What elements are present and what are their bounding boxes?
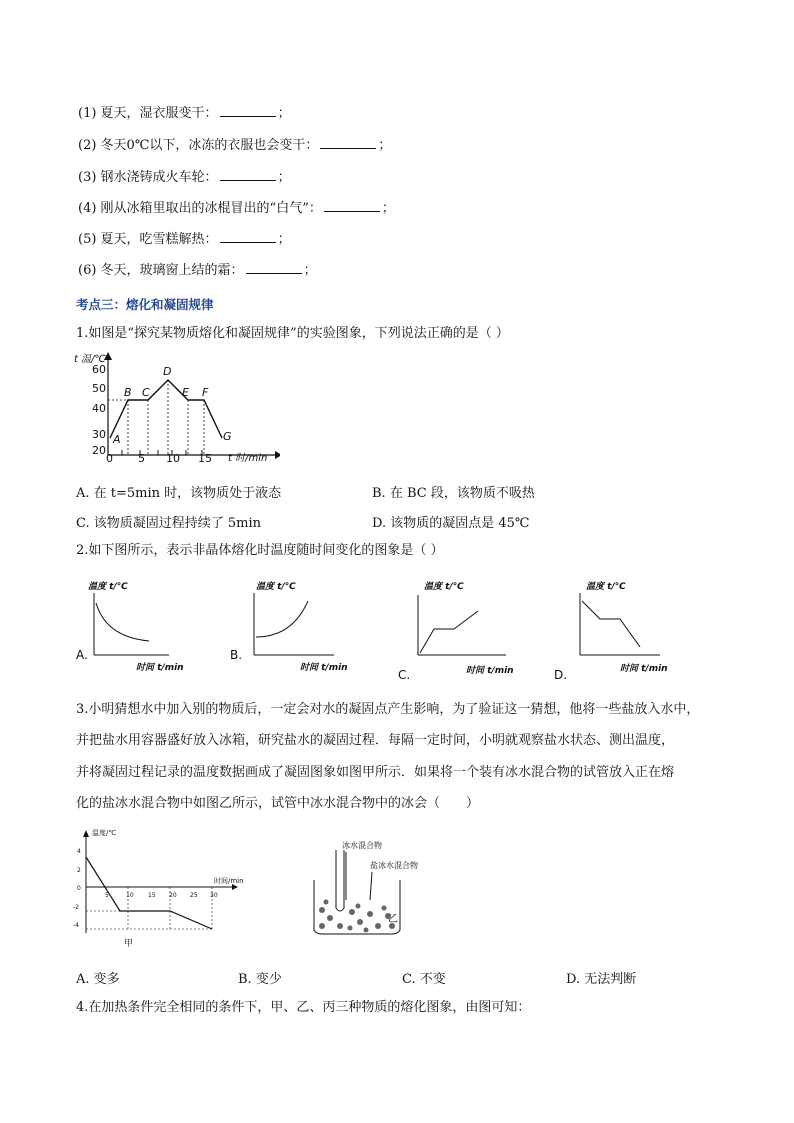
x-axis-label: 时间 t/min	[620, 664, 668, 674]
y-axis-label: 温度/℃	[92, 829, 117, 837]
x-tick: 10	[166, 452, 180, 465]
y-tick: -2	[73, 904, 79, 911]
question-3-line: 化的盐冰水混合物中如图乙所示，试管中冰水混合物中的冰会（ ）	[76, 796, 480, 811]
label-salt-ice: 盐冰水混合物	[370, 861, 418, 870]
y-tick: 2	[77, 867, 81, 874]
q3-option-d[interactable]: D. 无法判断	[566, 972, 637, 987]
option-letter: B.	[230, 648, 243, 662]
y-tick: 40	[92, 402, 106, 415]
point-label: A	[113, 433, 121, 446]
question-3-line: 并把盐水用容器盛好放入冰箱，研究盐水的凝固过程．每隔一定时间，小明就观察盐水状态、测出温度，	[76, 733, 675, 748]
sub-item-1: (1) 夏天，湿衣服变干： ；	[78, 106, 291, 121]
y-axis-label: 温度 t/℃	[256, 582, 296, 592]
q3-option-b[interactable]: B. 变少	[238, 972, 282, 987]
answer-blank[interactable]	[220, 168, 276, 181]
q2-graph-c[interactable]	[396, 575, 526, 680]
y-tick: 60	[92, 363, 106, 376]
curve	[256, 601, 308, 637]
caption-yi: 乙	[388, 914, 398, 925]
sub-item-2: (2) 冬天0℃以下，冰冻的衣服也会变干： ；	[78, 138, 392, 153]
question-3-line: 并将凝固过程记录的温度数据画成了凝固图象如图甲所示．如果将一个装有冰水混合物的试管放入正在熔	[76, 765, 675, 780]
q1-option-b[interactable]: B. 在 BC 段，该物质不吸热	[372, 486, 535, 501]
y-axis-label: 温度 t/℃	[424, 582, 464, 592]
y-tick: 20	[92, 444, 106, 457]
sub-item-6: (6) 冬天，玻璃窗上结的霜： ；	[78, 263, 317, 278]
answer-blank[interactable]	[220, 104, 276, 117]
x-axis-label: 时间/min	[214, 877, 244, 885]
question-1-text: 1.如图是“探究某物质熔化和凝固规律”的实验图象，下列说法正确的是（ ）	[76, 326, 509, 341]
answer-blank[interactable]	[320, 136, 376, 149]
y-tick: 50	[92, 382, 106, 395]
curve	[96, 603, 149, 641]
x-tick: 30	[210, 892, 218, 899]
point-label: G	[223, 430, 232, 443]
q3-option-c[interactable]: C. 不变	[402, 972, 446, 987]
answer-blank[interactable]	[246, 261, 302, 274]
answer-blank[interactable]	[324, 199, 380, 212]
q3-graph-jia	[72, 825, 252, 950]
y-tick: -4	[73, 922, 79, 929]
x-tick: 25	[190, 892, 198, 899]
x-axis-label: 时间 t/min	[466, 666, 514, 676]
sub-item-4: (4) 刚从冰箱里取出的冰棍冒出的“白气”： ；	[78, 201, 395, 216]
q2-graph-a[interactable]	[74, 575, 194, 680]
x-tick: 10	[126, 892, 134, 899]
question-3-line: 3.小明猜想水中加入别的物质后，一定会对水的凝固点产生影响，为了验证这一猜想，他将一些盐放入水中，	[76, 702, 700, 717]
sub-item-3: (3) 钢水浇铸成火车轮： ；	[78, 170, 291, 185]
q1-option-a[interactable]: A. 在 t=5min 时，该物质处于液态	[76, 486, 282, 501]
y-axis-label: t 温/℃	[74, 354, 106, 365]
question-4-text: 4.在加热条件完全相同的条件下，甲、乙、丙三种物质的熔化图象，由图可知：	[76, 1000, 531, 1015]
test-tube	[336, 850, 344, 911]
y-axis-label: 温度 t/℃	[586, 582, 626, 592]
question-2-text: 2.如下图所示，表示非晶体熔化时温度随时间变化的图象是（ ）	[76, 543, 444, 558]
point-label: D	[163, 365, 172, 378]
point-label: B	[124, 386, 132, 399]
y-axis-label: 温度 t/℃	[88, 582, 128, 592]
q3-option-a[interactable]: A. 变多	[76, 972, 120, 987]
y-tick: 4	[77, 848, 81, 855]
x-axis-label: t 时/min	[228, 453, 268, 464]
x-axis-label: 时间 t/min	[136, 663, 184, 673]
curve	[420, 611, 478, 653]
q1-option-d[interactable]: D. 该物质的凝固点是 45℃	[372, 516, 530, 531]
q2-graph-b[interactable]	[228, 575, 348, 680]
option-letter: D.	[554, 668, 568, 680]
option-letter: C.	[398, 668, 411, 680]
q2-graph-d[interactable]	[552, 575, 682, 680]
x-tick: 15	[148, 892, 156, 899]
q3-figure-yi	[300, 830, 450, 942]
q1-melting-graph	[70, 350, 280, 465]
x-tick: 15	[198, 452, 212, 465]
section-title: 考点三：熔化和凝固规律	[76, 297, 214, 312]
sub-item-5: (5) 夏天，吃雪糕解热： ；	[78, 232, 291, 247]
point-label: F	[202, 386, 209, 399]
x-tick: 0	[106, 452, 113, 465]
x-axis-arrow-icon	[275, 451, 280, 459]
point-label: C	[142, 386, 150, 399]
x-tick: 5	[138, 452, 145, 465]
q1-option-c[interactable]: C. 该物质凝固过程持续了 5min	[76, 516, 262, 531]
label-ice-water: 冰水混合物	[342, 841, 382, 850]
option-letter: A.	[76, 648, 88, 662]
point-label: E	[182, 386, 189, 399]
y-tick: 0	[77, 885, 81, 892]
x-tick: 20	[169, 892, 177, 899]
curve	[582, 601, 640, 647]
x-axis-label: 时间 t/min	[300, 663, 348, 673]
caption-jia: 甲	[124, 939, 134, 949]
y-tick: 30	[92, 428, 106, 441]
y-axis-arrow-icon	[83, 830, 89, 837]
x-tick: 5	[105, 892, 109, 899]
answer-blank[interactable]	[220, 230, 276, 243]
